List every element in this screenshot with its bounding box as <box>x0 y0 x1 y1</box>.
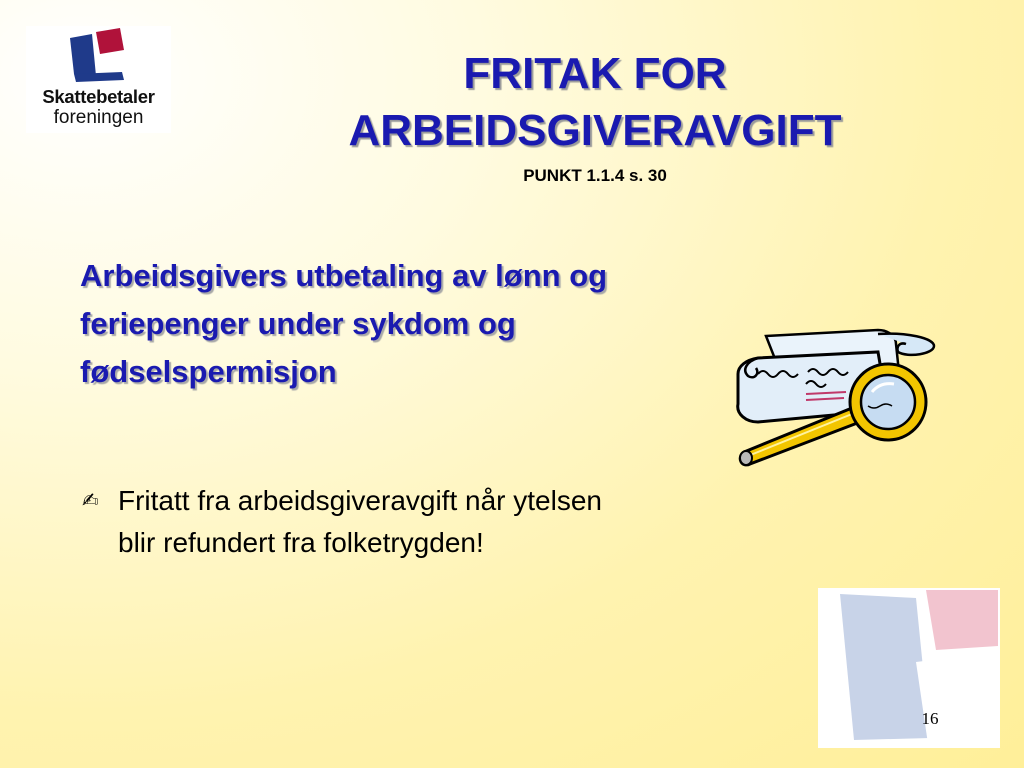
logo-sub-text: foreningen <box>53 107 144 128</box>
heading-line-1: Arbeidsgivers utbetaling av lønn og <box>80 258 608 293</box>
page-number: 16 <box>921 709 939 728</box>
section-heading <box>80 252 780 396</box>
bullet-item <box>118 480 758 564</box>
bullet-line-1: Fritatt fra arbeidsgiveravgift når ytelsen <box>118 485 602 516</box>
decorative-squares <box>818 588 1000 748</box>
logo-mark-icon <box>26 26 171 88</box>
heading-line-3: fødselspermisjon <box>80 354 337 389</box>
slide-title-line-1: FRITAK FOR <box>463 49 727 98</box>
slide-subtitle: PUNKT 1.1.4 s. 30 <box>523 166 667 185</box>
logo-name-text: Skattebetaler <box>42 86 155 107</box>
heading-line-2: feriepenger under sykdom og <box>80 306 516 341</box>
skattebetalerforeningen-logo <box>26 26 171 133</box>
writing-hand-icon: ✍ <box>82 488 99 512</box>
slide-title-line-2: ARBEIDSGIVERAVGIFT <box>348 106 842 155</box>
magnifying-glass-documents-icon <box>728 322 943 470</box>
bullet-line-2: blir refundert fra folketrygden! <box>118 527 484 558</box>
